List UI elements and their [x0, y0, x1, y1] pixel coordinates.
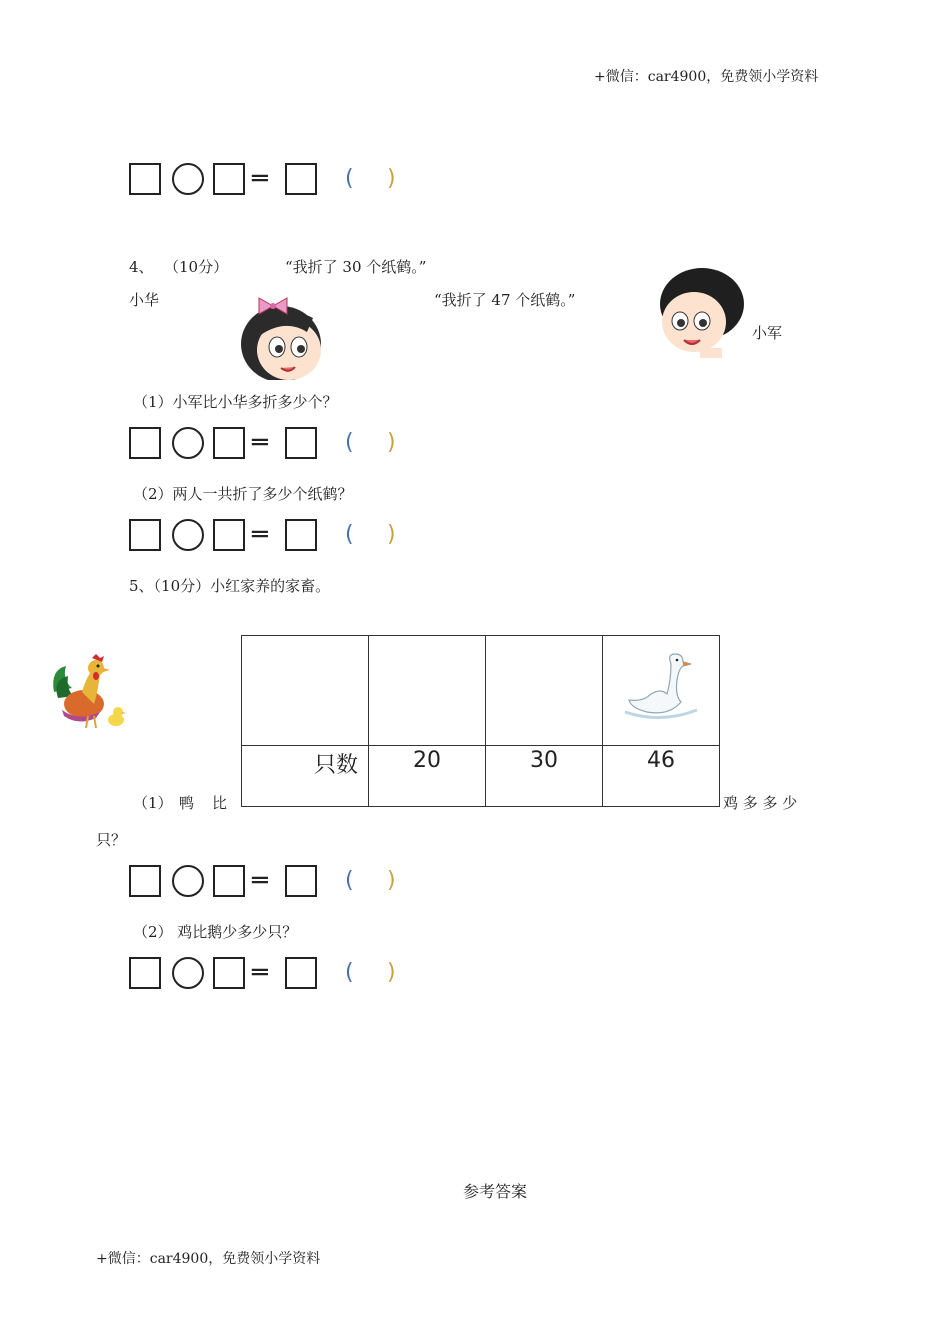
paren-left: (: [345, 166, 354, 191]
answer-box[interactable]: [213, 427, 245, 459]
answer-box[interactable]: [285, 957, 317, 989]
q4-name-hua: 小华: [129, 291, 160, 309]
answer-box[interactable]: [213, 865, 245, 897]
q5-sub1-tail: 鸡 多 多 少: [723, 794, 798, 812]
q4-sub2: （2）两人一共折了多少个纸鹤？: [133, 485, 353, 503]
equals-sign: ═: [252, 866, 268, 896]
table-value-cell: 46: [603, 746, 720, 807]
paren-right: ): [387, 522, 396, 547]
footer-note: +微信：car4900，免费领小学资料: [96, 1251, 321, 1267]
answer-box[interactable]: [285, 163, 317, 195]
answer-box[interactable]: [213, 163, 245, 195]
answer-box[interactable]: [129, 865, 161, 897]
q4-sub1: （1）小军比小华多折多少个？: [133, 393, 338, 411]
paren-right: ): [387, 166, 396, 191]
table-cell-goose: [603, 636, 720, 746]
boy-illustration: [654, 266, 746, 358]
paren-left: (: [345, 522, 354, 547]
q5-sub1-prefix: （1）: [133, 794, 173, 812]
equals-sign: ═: [252, 428, 268, 458]
equals-sign: ═: [252, 958, 268, 988]
answer-title: 参考答案: [463, 1182, 528, 1201]
paren-left: (: [345, 868, 354, 893]
operator-circle[interactable]: [172, 957, 204, 989]
answer-box[interactable]: [285, 865, 317, 897]
header-note: +微信：car4900，免费领小学资料: [594, 69, 819, 85]
q4-points: （10分）: [164, 258, 229, 276]
q5-sub1-duck: 鸭: [179, 794, 195, 812]
answer-box[interactable]: [285, 519, 317, 551]
table-cell: [242, 636, 369, 746]
answer-box[interactable]: [129, 163, 161, 195]
operator-circle[interactable]: [172, 865, 204, 897]
table-image-row: [242, 636, 720, 746]
operator-circle[interactable]: [172, 519, 204, 551]
operator-circle[interactable]: [172, 427, 204, 459]
q5-title: 5、（10分）小红家养的家畜。: [129, 577, 331, 595]
q5-sub1-compare: 比: [212, 794, 228, 812]
goose-illustration: [621, 650, 701, 726]
livestock-table: [241, 635, 720, 807]
q4-quote-hua: “我折了 30 个纸鹤。”: [285, 258, 427, 276]
paren-left: (: [345, 430, 354, 455]
q4-quote-jun: “我折了 47 个纸鹤。”: [434, 291, 576, 309]
equals-sign: ═: [252, 164, 268, 194]
answer-box[interactable]: [213, 519, 245, 551]
table-label-cell: 只数: [242, 746, 369, 807]
table-cell: [486, 636, 603, 746]
girl-illustration: [237, 292, 329, 380]
answer-box[interactable]: [213, 957, 245, 989]
q5-sub2: （2） 鸡比鹅少多少只？: [133, 923, 298, 941]
q4-name-jun: 小军: [752, 324, 783, 342]
answer-box[interactable]: [129, 957, 161, 989]
paren-left: (: [345, 960, 354, 985]
equals-sign: ═: [252, 520, 268, 550]
q4-number: 4、: [129, 258, 154, 276]
answer-box[interactable]: [129, 519, 161, 551]
table-value-cell: 20: [369, 746, 486, 807]
rooster-illustration: [48, 652, 128, 734]
table-value-row: [242, 746, 720, 807]
table-value-cell: 30: [486, 746, 603, 807]
q5-sub1-end: 只？: [96, 831, 127, 849]
paren-right: ): [387, 960, 396, 985]
paren-right: ): [387, 868, 396, 893]
answer-box[interactable]: [285, 427, 317, 459]
paren-right: ): [387, 430, 396, 455]
table-cell: [369, 636, 486, 746]
answer-box[interactable]: [129, 427, 161, 459]
operator-circle[interactable]: [172, 163, 204, 195]
